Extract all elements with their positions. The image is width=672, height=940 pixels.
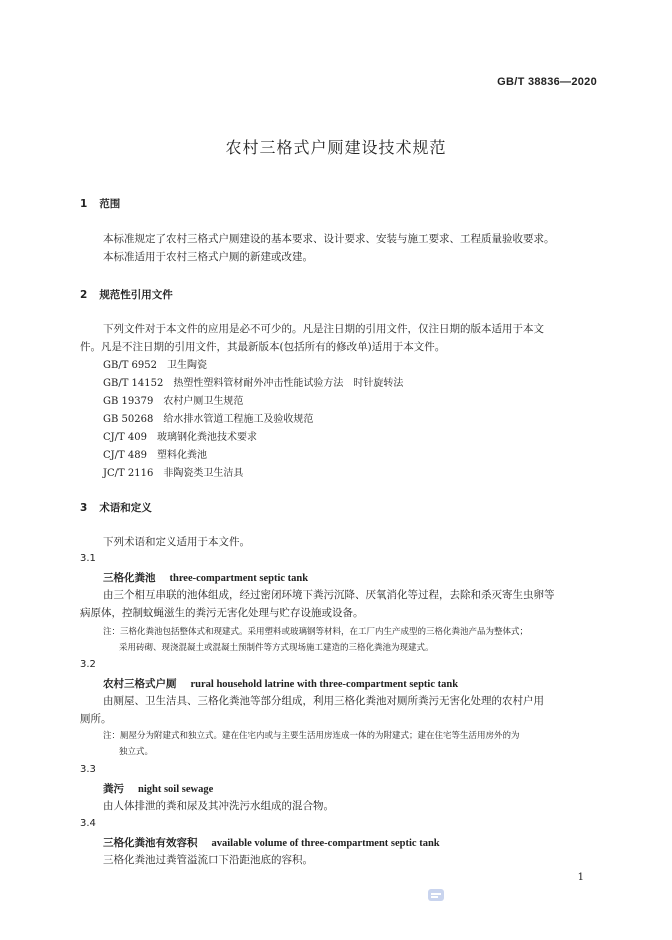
- reference-code: GB 50268: [103, 414, 154, 425]
- reference-title: 农村户厕卫生规范: [163, 396, 244, 407]
- reference-item: [103, 374, 403, 389]
- term-number: 3.1: [80, 553, 96, 564]
- term-cn: 三格化粪池有效容积: [103, 837, 198, 849]
- term-en: available volume of three-compartment septic tank: [211, 838, 440, 849]
- paragraph: 本标准规定了农村三格式户厕建设的基本要求、设计要求、安装与施工要求、工程质量验收要求。: [103, 233, 555, 245]
- reference-item: [103, 446, 207, 461]
- definition: 由人体排泄的粪和尿及其冲洗污水组成的混合物。: [103, 800, 334, 812]
- reference-code: GB/T 14152: [103, 378, 164, 389]
- standard-number: GB/T 38836—2020: [497, 76, 597, 88]
- paragraph: 下列文件对于本文件的应用是必不可少的。凡是注日期的引用文件，仅注日期的版本适用于本文: [103, 323, 544, 335]
- page-number: 1: [577, 872, 584, 883]
- reference-item: [103, 428, 257, 443]
- reference-title: 热塑性塑料管材耐外冲击性能试验方法 时针旋转法: [173, 378, 404, 389]
- section-number: 2: [80, 289, 88, 301]
- term-heading: [103, 570, 308, 585]
- term-cn: 三格化粪池: [103, 572, 156, 584]
- term-heading: [103, 835, 440, 850]
- note: 注：三格化粪池包括整体式和现建式。采用塑料或玻璃钢等材料，在工厂内生产成型的三格化粪池产品为整体式；: [103, 627, 529, 637]
- reference-item: [103, 356, 207, 371]
- term-en: night soil sewage: [138, 784, 214, 795]
- section-2-heading: [80, 287, 173, 302]
- paragraph: 下列术语和定义适用于本文件。: [103, 536, 250, 548]
- definition: 由厕屋、卫生洁具、三格化粪池等部分组成，利用三格化粪池对厕所粪污无害化处理的农村户用: [103, 695, 544, 707]
- term-number: 3.2: [80, 659, 96, 670]
- note: 采用砖砌、现浇混凝土或混凝土预制件等方式现场施工建造的三格化粪池为现建式。: [119, 643, 434, 653]
- reference-code: GB/T 6952: [103, 360, 158, 371]
- reference-item: [103, 392, 243, 407]
- reference-code: GB 19379: [103, 396, 154, 407]
- definition: 病原体，控制蚊蝇滋生的粪污无害化处理与贮存设施或设备。: [80, 607, 364, 619]
- document-title: 农村三格式户厕建设技术规范: [225, 138, 447, 157]
- reference-title: 非陶瓷类卫生洁具: [163, 468, 244, 479]
- reference-item: [103, 464, 243, 479]
- term-heading: [103, 781, 213, 796]
- definition: 三格化粪池过粪管溢流口下沿距池底的容积。: [103, 854, 313, 866]
- term-number: 3.4: [80, 818, 96, 829]
- watermark-logo-icon: [427, 886, 445, 904]
- section-3-heading: [80, 500, 152, 515]
- term-number: 3.3: [80, 764, 96, 775]
- note: 独立式。: [119, 747, 154, 757]
- reference-title: 玻璃钢化粪池技术要求: [156, 432, 257, 443]
- term-cn: 农村三格式户厕: [103, 678, 177, 690]
- reference-item: [103, 410, 313, 425]
- definition: 厕所。: [80, 713, 112, 725]
- section-title: 术语和定义: [99, 502, 152, 514]
- reference-code: CJ/T 489: [103, 450, 147, 461]
- reference-code: CJ/T 409: [103, 432, 147, 443]
- term-heading: [103, 676, 458, 691]
- reference-title: 塑料化粪池: [156, 450, 207, 461]
- definition: 由三个相互串联的池体组成，经过密闭环境下粪污沉降、厌氧消化等过程，去除和杀灭寄生虫卵等: [103, 589, 555, 601]
- section-1-heading: [80, 196, 120, 211]
- section-title: 范围: [99, 198, 121, 210]
- section-title: 规范性引用文件: [99, 289, 173, 301]
- term-cn: 粪污: [103, 783, 124, 795]
- paragraph: 本标准适用于农村三格式户厕的新建或改建。: [103, 251, 313, 263]
- note: 注：厕屋分为附建式和独立式。建在住宅内或与主要生活用房连成一体的为附建式；建在住宅等生活用房外的为: [103, 731, 520, 741]
- reference-title: 给水排水管道工程施工及验收规范: [163, 414, 314, 425]
- section-number: 3: [80, 502, 88, 514]
- reference-code: JC/T 2116: [103, 468, 154, 479]
- section-number: 1: [80, 198, 88, 210]
- reference-title: 卫生陶瓷: [167, 360, 208, 371]
- term-en: rural household latrine with three-compartment septic tank: [190, 679, 459, 690]
- term-en: three-compartment septic tank: [169, 573, 309, 584]
- paragraph: 件。凡是不注日期的引用文件，其最新版本(包括所有的修改单)适用于本文件。: [80, 341, 446, 353]
